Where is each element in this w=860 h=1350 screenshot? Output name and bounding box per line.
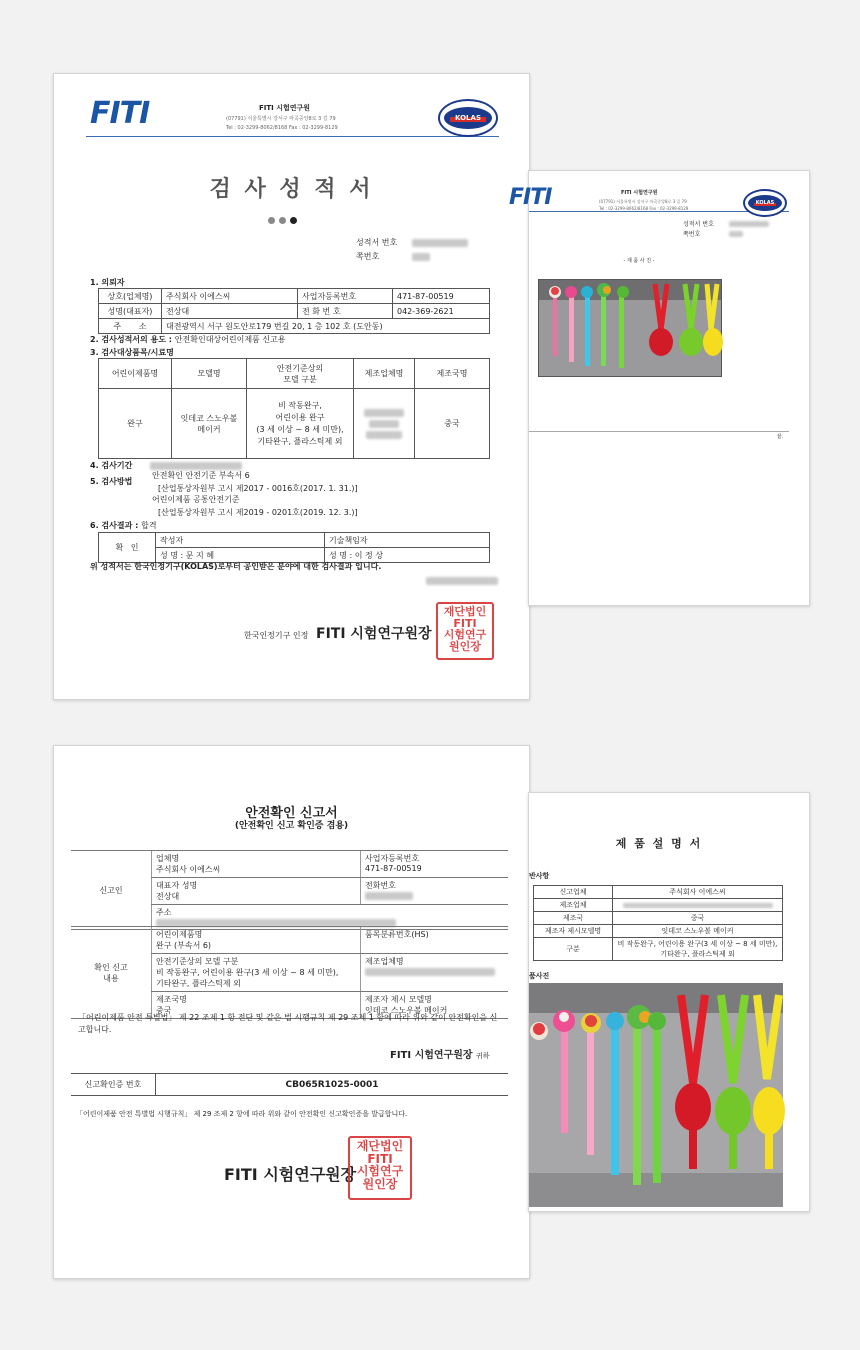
test-report-page <box>53 73 530 700</box>
product-photo-large <box>529 983 783 1207</box>
kolas-mark <box>438 99 498 137</box>
method-line-2: [산업통상자원부 고시 제2017 - 0016호(2017. 1. 31.)] <box>158 484 358 493</box>
product-description-page <box>528 792 810 1212</box>
footer-small: 한국인정기구 인정 <box>244 631 309 640</box>
requester-table: 상호(업체명) 주식회사 이에스씨 사업자등록번호 471-87-00519 성명(대표자) 전상대 전 화 번 호 042-369-2621 주 소 대전광역시 서구 원도안로179 번길 20, 1 층 102 호 (도안동) <box>98 288 490 334</box>
declaration-subtitle: (안전확인 신고 확인증 겸용) <box>234 821 349 831</box>
kolas-text: KOLAS <box>455 114 481 122</box>
page-no-value <box>412 253 430 261</box>
report-title: 검 사 성 적 서 <box>209 177 374 202</box>
photo-report-page <box>509 170 810 606</box>
photo-title: - 제 품 사 진 - <box>623 258 655 264</box>
org-name: FITI 시험연구원 <box>259 104 311 112</box>
footer-org: FITI 시험연구원장 <box>316 626 432 642</box>
fiti-logo: FITI <box>90 96 150 131</box>
cert-number-table: 신고확인증 번호 CB065R1025-0001 <box>71 1073 508 1096</box>
section-photo: 품사진 <box>529 972 550 980</box>
org-address: (07791) 서울특별시 강서구 마곡중앙8로 3 길 79 <box>226 116 336 122</box>
section-general: 반사항 <box>529 872 550 880</box>
addressee: FITI 시험연구원장 귀하 <box>390 1050 490 1061</box>
kolas-mark: KOLAS <box>743 189 787 217</box>
section-requester: 1. 의뢰자 <box>90 278 125 287</box>
org-tel: Tel : 02-3299-8062/8168 Fax : 02-3299-8129 <box>599 206 689 211</box>
law-text: 「어린이제품 안전 특별법」 제 22 조제 1 항 전단 및 같은 법 시행규칙 제 29 조제 1 항에 따라 위와 같이 안전확인을 신고합니다. <box>78 1013 498 1034</box>
section-method: 5. 검사방법 <box>90 477 133 486</box>
section-target: 3. 검사대상품목/시료명 <box>90 348 174 357</box>
method-line-3: 어린이제품 공통안전기준 <box>152 495 240 504</box>
section-result: 6. 검사결과 : 합격 <box>90 521 157 530</box>
report-no-value <box>412 239 468 247</box>
issue-text: 「어린이제품 안전 특별법 시행규칙」 제 29 조제 2 항에 따라 위와 같이 안전확인 신고확인증을 발급합니다. <box>76 1110 408 1118</box>
page-indicator <box>268 209 297 228</box>
section-purpose: 2. 검사성적서의 용도 : 안전확인대상어린이제품 신고용 <box>90 335 286 344</box>
page-no-label: 쪽번호 <box>356 252 380 261</box>
declarant-table: 신고인 업체명 주식회사 이에스씨 사업자등록번호 471-87-00519 대표자 성명 전상대 전화번호 주소 <box>71 850 508 930</box>
product-photo <box>538 279 722 377</box>
footer-org: FITI 시험연구원장 <box>224 1165 357 1184</box>
official-seal: 재단법인 FITI 시험연구 원인장 <box>436 602 494 660</box>
org-tel: Tel : 02-3299-8062/8168 Fax : 02-3299-8129 <box>226 125 338 131</box>
safety-declaration-page <box>53 745 530 1279</box>
fiti-logo: FITI <box>509 185 552 210</box>
report-no-label: 성적서 번호 <box>356 238 398 247</box>
description-title: 제 품 설 명 서 <box>615 837 703 850</box>
description-table: 신고업체 주식회사 이에스씨 제조업체 제조국 중국 제조자 제시모델명 잇데코 스노우볼 메이커 구분 비 작동완구, 어린이용 완구(3 세 이상 ~ 8 세 미만), 기타완구, 플라스틱제 외 <box>533 885 783 961</box>
org-address: (07791) 서울특별시 강서구 마곡중앙8로 3 길 79 <box>599 199 687 204</box>
report-no-value <box>729 221 769 227</box>
page-no-value <box>729 231 743 237</box>
report-no-label: 성적서 번호 <box>683 221 714 228</box>
declaration-title: 안전확인 신고서 <box>245 806 338 821</box>
end-mark: 끝. <box>777 434 784 440</box>
method-line-1: 안전확인 안전기준 부속서 6 <box>152 471 250 480</box>
period-value <box>150 462 242 470</box>
official-seal: 재단법인 FITI 시험연구 원인장 <box>348 1136 412 1200</box>
org-name: FITI 시험연구원 <box>621 190 658 196</box>
issue-date <box>426 577 498 585</box>
kolas-notice: 위 성적서는 한국인정기구(KOLAS)로부터 공인받은 분야에 대한 검사결과 입니다. <box>90 562 382 571</box>
confirm-table: 확 인 작성자 기술책임자 성 명 : 문 지 혜 성 명 : 이 정 상 <box>98 532 490 563</box>
maker-redacted <box>354 389 415 459</box>
method-line-4: [산업통상자원부 고시 제2019 - 0201호(2019. 12. 3.)] <box>158 508 358 517</box>
page-no-label: 쪽번호 <box>683 231 701 238</box>
section-period: 4. 검사기간 <box>90 461 133 470</box>
declaration-content-table: 확인 신고 내용 어린이제품명 완구 (부속서 6) 품목분류번호(HS) 안전기준상의 모델 구분 비 작동완구, 어린이용 완구(3 세 이상 ~ 8 세 미만), 기타완구, 플라스틱제 외 제조업체명 제조국명 중국 제조자 제시 모델명 잇데코 스노우볼 메이커 <box>71 926 508 1019</box>
target-table: 어린이제품명 모델명 안전기준상의 모델 구분 제조업체명 제조국명 완구 잇데코 스노우볼 메이커 비 작동완구, 어린이용 완구 (3 세 이상 ~ 8 세 미만), 기타완구, 플라스틱제 외 중국 <box>98 358 490 459</box>
